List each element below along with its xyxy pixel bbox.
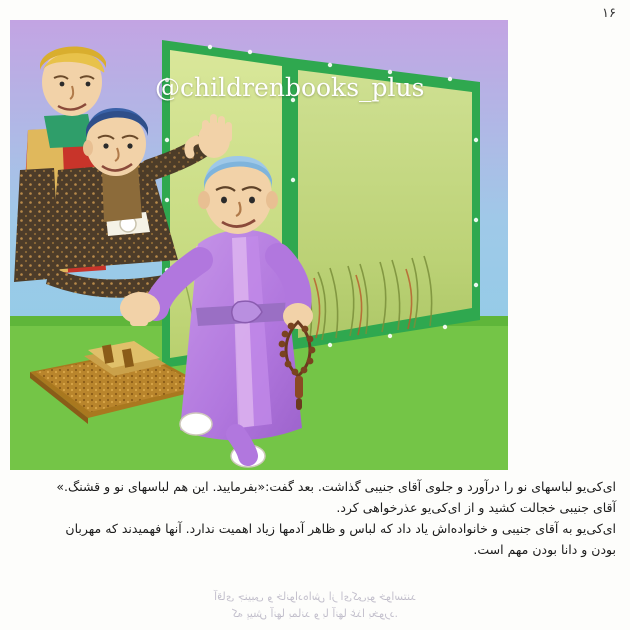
- illustration-svg: [10, 20, 508, 470]
- bleed-through-line-1: آقای جنیبی و خانواده‌اش از ای‌کی‌یو خواستند: [214, 590, 416, 603]
- story-text: [14, 478, 616, 563]
- watermark-text: @childrenbooks_plus: [155, 73, 425, 102]
- story-line-2: آقای جنیبی خجالت کشید و از ای‌کی‌یو عذرخواهی کرد.: [336, 500, 616, 516]
- bleed-through-text: [14, 589, 616, 622]
- page-number: ۱۶: [602, 6, 616, 21]
- bleed-through-line-2: که پیش آنها بماند و با آنها غذا بخورد.: [231, 606, 399, 620]
- illustration: [10, 20, 508, 470]
- story-line-4: بودن و دانا بودن مهم است.: [473, 542, 616, 558]
- story-line-3: ای‌کی‌یو به آقای جنیبی و خانواده‌اش یاد داد که لباس و ظاهر آدمها زیاد اهمیت ندارد. آنها فهمیدند که مهربان: [65, 521, 616, 537]
- story-line-1: ای‌کی‌یو لباسهای نو را درآورد و جلوی آقای جنیبی گذاشت. بعد گفت:«بفرمایید. این هم لباسهای نو و قشنگ.»: [56, 479, 616, 494]
